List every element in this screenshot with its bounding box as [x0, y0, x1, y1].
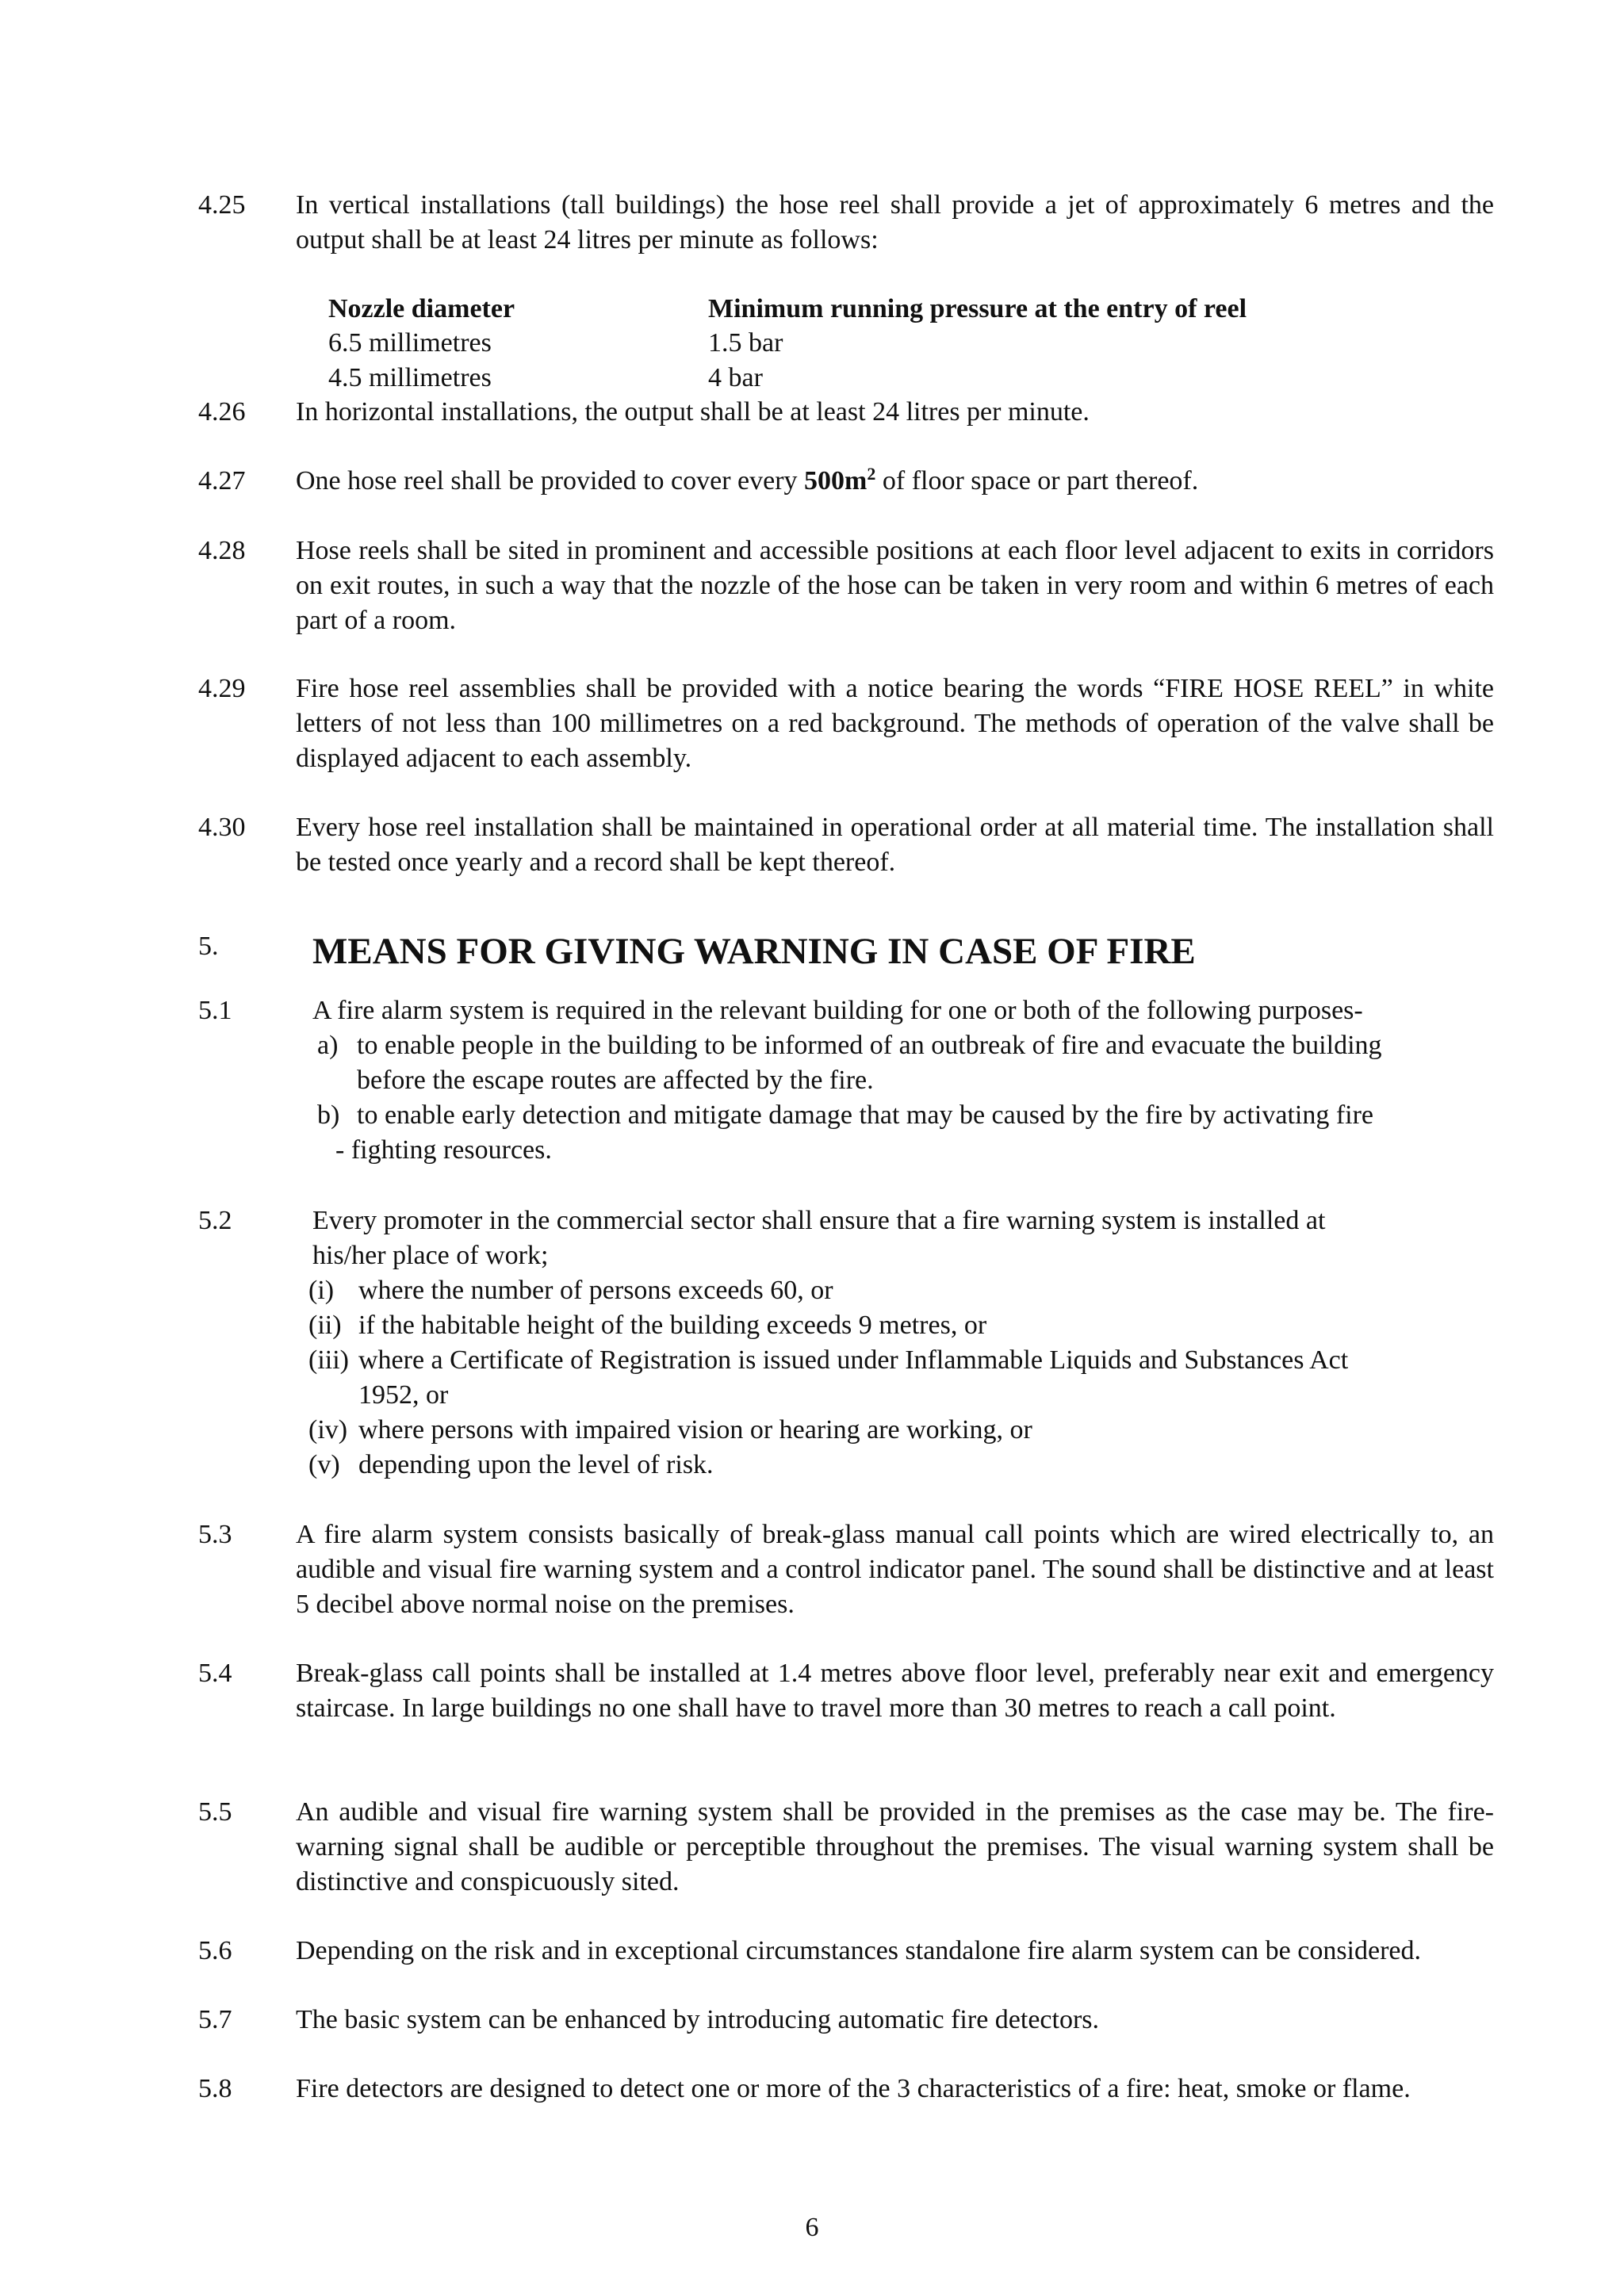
- section-number-5-6: 5.6: [198, 1936, 232, 1965]
- table-cell-pressure: 4 bar: [708, 363, 763, 392]
- list-label-b: b): [317, 1100, 340, 1130]
- table-header-minimum-pressure: Minimum running pressure at the entry of reel: [708, 294, 1247, 323]
- list-label: (iv): [308, 1415, 348, 1445]
- table-cell-pressure: 1.5 bar: [708, 328, 783, 358]
- section-number-5-2: 5.2: [198, 1206, 232, 1235]
- list-item-text: where the number of persons exceeds 60, or: [358, 1276, 833, 1305]
- list-item-a-continuation: before the escape routes are affected by the fire.: [357, 1066, 874, 1095]
- list-item-a-text: to enable people in the building to be informed of an outbreak of fire and evacuate the building: [357, 1031, 1382, 1060]
- list-item-text: where a Certificate of Registration is issued under Inflammable Liquids and Substances Act: [358, 1345, 1349, 1375]
- section-4-27-text-start: One hose reel shall be provided to cover every: [296, 466, 805, 496]
- section-5-7-text: The basic system can be enhanced by introducing automatic fire detectors.: [296, 2005, 1100, 2034]
- list-item-b-text: to enable early detection and mitigate damage that may be caused by the fire by activating fire: [357, 1100, 1374, 1130]
- section-number-5: 5.: [198, 932, 219, 961]
- section-number-4-29: 4.29: [198, 674, 246, 703]
- list-item-text: where persons with impaired vision or hearing are working, or: [358, 1415, 1032, 1445]
- section-5-4-text: Break-glass call points shall be installed at 1.4 metres above floor level, preferably near exit and emergency staircase. In large buildings no one shall have to travel more than 30 metres to reach a call point.: [296, 1659, 1494, 1723]
- list-label-a: a): [317, 1031, 339, 1060]
- section-5-heading: MEANS FOR GIVING WARNING IN CASE OF FIRE: [312, 931, 1196, 972]
- section-4-25-text: In vertical installations (tall buildings) the hose reel shall provide a jet of approximately 6 metres and the output shall be at least 24 litres per minute as follows:: [296, 190, 1494, 254]
- table-cell-diameter: 4.5 millimetres: [328, 363, 492, 392]
- section-5-2-intro: Every promoter in the commercial sector shall ensure that a fire warning system is installed at: [312, 1206, 1326, 1235]
- section-4-30-text: Every hose reel installation shall be maintained in operational order at all material time. The installation shall be tested once yearly and a record shall be kept thereof.: [296, 813, 1494, 877]
- section-4-29-text: Fire hose reel assemblies shall be provided with a notice bearing the words “FIRE HOSE REEL” in white letters of not less than 100 millimetres on a red background. The methods of operation of the valve shall be displayed adjacent to each assembly.: [296, 674, 1494, 773]
- section-number-5-8: 5.8: [198, 2074, 232, 2103]
- page-number: 6: [805, 2213, 819, 2242]
- section-number-4-25: 4.25: [198, 190, 246, 220]
- list-label: (v): [308, 1450, 340, 1479]
- table-header-nozzle-diameter: Nozzle diameter: [328, 294, 515, 323]
- section-number-5-7: 5.7: [198, 2005, 232, 2034]
- list-item-text: if the habitable height of the building exceeds 9 metres, or: [358, 1311, 987, 1340]
- section-number-4-28: 4.28: [198, 536, 246, 565]
- section-5-6-text: Depending on the risk and in exceptional circumstances standalone fire alarm system can be considered.: [296, 1936, 1422, 1965]
- section-number-4-30: 4.30: [198, 813, 246, 842]
- area-value: 500m: [804, 466, 868, 496]
- list-label: (iii): [308, 1345, 349, 1375]
- section-4-27-text: [296, 464, 1494, 499]
- section-number-5-5: 5.5: [198, 1797, 232, 1827]
- section-5-2-intro-continuation: his/her place of work;: [312, 1241, 549, 1270]
- list-label: (ii): [308, 1311, 342, 1340]
- section-number-5-1: 5.1: [198, 996, 232, 1025]
- list-item-continuation: 1952, or: [358, 1380, 449, 1410]
- table-cell-diameter: 6.5 millimetres: [328, 328, 492, 358]
- section-4-28-text: Hose reels shall be sited in prominent and accessible positions at each floor level adjacent to exits in corridors on exit routes, in such a way that the nozzle of the hose can be taken in very room and within 6 metres of each part of a room.: [296, 536, 1494, 635]
- section-number-5-3: 5.3: [198, 1520, 232, 1549]
- section-number-4-27: 4.27: [198, 466, 246, 496]
- section-4-26-text: In horizontal installations, the output shall be at least 24 litres per minute.: [296, 397, 1090, 427]
- list-item-b-continuation: - fighting resources.: [335, 1135, 552, 1165]
- section-4-27-text-end: of floor space or part thereof.: [875, 466, 1199, 496]
- section-5-1-intro: A fire alarm system is required in the relevant building for one or both of the following purposes-: [312, 996, 1363, 1025]
- list-item-text: depending upon the level of risk.: [358, 1450, 714, 1479]
- section-5-8-text: Fire detectors are designed to detect one or more of the 3 characteristics of a fire: heat, smoke or flame.: [296, 2074, 1411, 2103]
- section-number-4-26: 4.26: [198, 397, 246, 427]
- list-label: (i): [308, 1276, 335, 1305]
- area-exponent: 2: [867, 464, 876, 484]
- section-5-3-text: A fire alarm system consists basically of break-glass manual call points which are wired electrically to, an audible and visual fire warning system and a control indicator panel. The sound shall be distinctive and at least 5 decibel above normal noise on the premises.: [296, 1520, 1494, 1619]
- section-5-5-text: An audible and visual fire warning system shall be provided in the premises as the case may be. The fire-warning signal shall be audible or perceptible throughout the premises. The visual warning system shall be distinctive and conspicuously sited.: [296, 1797, 1494, 1896]
- section-number-5-4: 5.4: [198, 1659, 232, 1688]
